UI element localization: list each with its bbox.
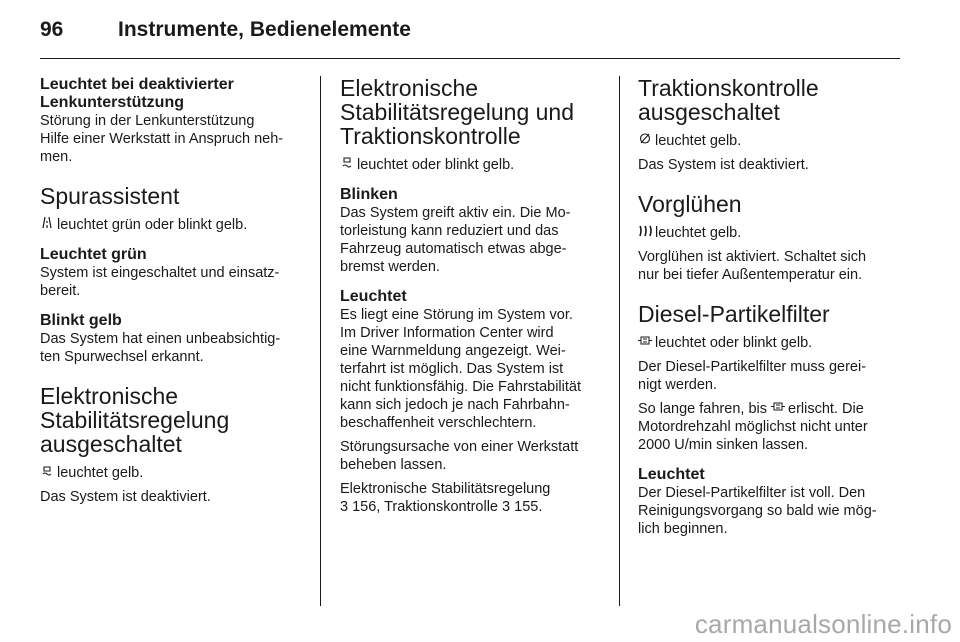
paragraph-glow-icon <box>638 224 900 242</box>
paragraph-workshop <box>340 438 602 474</box>
esc-off-icon <box>40 464 54 482</box>
text-line: ten Spurwechsel erkannt. <box>40 349 204 365</box>
subheading-blink-yellow: Blinkt gelb <box>40 312 122 329</box>
text-line: bremst werden. <box>340 259 440 275</box>
running-title: Instrumente, Bedienelemente <box>118 18 411 41</box>
section-esc-tc <box>340 76 602 148</box>
column-divider-2 <box>619 76 620 606</box>
text-line: Vorglühen ist aktiviert. Schaltet sich <box>638 249 867 265</box>
text-line: leuchtet oder blinkt gelb. <box>357 157 515 173</box>
text-fragment: So lange fahren, bis <box>638 401 767 417</box>
page-reference-link[interactable]: 156, Traktionskontrolle <box>352 499 498 515</box>
text-line: leuchtet gelb. <box>57 465 144 481</box>
text-line: kann sich jedoch je nach Fahrbahn- <box>340 397 570 413</box>
text-line: Fahrzeug automatisch etwas abge- <box>340 241 567 257</box>
text-line: nigt werden. <box>638 377 717 393</box>
paragraph-dpf-icon <box>638 334 900 352</box>
text-line: Motordrehzahl möglichst nicht unter <box>638 419 868 435</box>
text-fragment: erlischt. Die <box>788 401 864 417</box>
text-line: eine Warnmeldung angezeigt. Wei- <box>340 343 566 359</box>
column-1 <box>40 76 302 506</box>
text-line <box>638 400 900 418</box>
watermark: carmanualsonline.info <box>694 609 952 639</box>
text-line: 2000 U/min sinken lassen. <box>638 437 809 453</box>
text-line: Es liegt eine Störung im System vor. <box>340 307 573 323</box>
text-line: System ist eingeschaltet und einsatz- <box>40 265 280 281</box>
text-line: nicht funktionsfähig. Die Fahrstabilität <box>340 379 581 395</box>
text-line: Hilfe einer Werkstatt in Anspruch neh- <box>40 131 284 147</box>
text-line: men. <box>40 149 73 165</box>
page-reference-arrow-icon: 3 <box>340 499 349 515</box>
paragraph-green <box>40 264 302 300</box>
text-line: Traktionskontrolle <box>340 123 521 149</box>
esc-icon <box>340 156 354 174</box>
text-line: Im Driver Information Center wird <box>340 325 554 341</box>
section-vorgluehen: Vorglühen <box>638 191 742 217</box>
page-number: 96 <box>40 18 64 41</box>
text-line: lich beginnen. <box>638 521 728 537</box>
paragraph-steering <box>40 112 302 166</box>
paragraph-esc-off-2: Das System ist deaktiviert. <box>40 489 211 505</box>
paragraph-tc-off: Das System ist deaktiviert. <box>638 157 809 173</box>
column-2 <box>340 76 602 516</box>
text-line: beheben lassen. <box>340 457 447 473</box>
paragraph-dpf-leuchtet <box>638 484 900 538</box>
text-line: terfahrt ist möglich. Das System ist <box>340 361 564 377</box>
page-reference-arrow-icon: 3 <box>502 499 511 515</box>
text-line: Störungsursache von einer Werkstatt <box>340 439 579 455</box>
subheading-deactivated-steering <box>40 76 302 112</box>
header-rule <box>40 58 900 59</box>
text-line: leuchtet oder blinkt gelb. <box>655 335 813 351</box>
column-divider-1 <box>320 76 321 606</box>
text-line: beschaffenheit verschlechtern. <box>340 415 537 431</box>
text-line: nur bei tiefer Außentemperatur ein. <box>638 267 863 283</box>
subheading-dpf-leuchtet: Leuchtet <box>638 466 705 483</box>
text-line: Störung in der Lenkunterstützung <box>40 113 255 129</box>
paragraph-leuchtet <box>340 306 602 432</box>
text-line: Lenkunterstützung <box>40 94 184 111</box>
section-spurassistent: Spurassistent <box>40 183 180 209</box>
paragraph-lane-assist <box>40 216 302 234</box>
dpf-icon <box>638 334 652 352</box>
page-header <box>40 18 900 48</box>
paragraph-esc-off <box>40 464 302 482</box>
text-line: Das System greift aktiv ein. Die Mo- <box>340 205 571 221</box>
subheading-leuchtet: Leuchtet <box>340 288 407 305</box>
text-line: Der Diesel-Partikelfilter ist voll. Den <box>638 485 866 501</box>
subheading-green: Leuchtet grün <box>40 246 147 263</box>
text-line: Leuchtet bei deaktivierter <box>40 76 234 93</box>
text-line: Das System hat einen unbeabsichtig- <box>40 331 281 347</box>
text-line: Stabilitätsregelung und <box>340 99 574 125</box>
text-line: Elektronische <box>340 75 479 101</box>
page-reference-link[interactable]: 155. <box>514 499 543 515</box>
section-dpf: Diesel-Partikelfilter <box>638 301 830 327</box>
text-line <box>340 498 602 516</box>
glow-plug-icon <box>638 224 652 242</box>
text-line: Der Diesel-Partikelfilter muss gerei- <box>638 359 867 375</box>
text-line: ausgeschaltet <box>638 99 780 125</box>
paragraph-blink-yellow <box>40 330 302 366</box>
text-line: Stabilitätsregelung <box>40 407 230 433</box>
text-line: ausgeschaltet <box>40 431 182 457</box>
subheading-blinken: Blinken <box>340 186 398 203</box>
text-line: leuchtet gelb. <box>655 133 742 149</box>
text-line: Reinigungsvorgang so bald wie mög- <box>638 503 877 519</box>
column-3 <box>638 76 900 538</box>
paragraph-dpf-2 <box>638 400 900 454</box>
text-line: leuchtet gelb. <box>655 225 742 241</box>
paragraph-esc-icon <box>340 156 602 174</box>
text-line: torleistung kann reduziert und das <box>340 223 559 239</box>
text-line: Elektronische <box>40 383 179 409</box>
text-line: bereit. <box>40 283 81 299</box>
dpf-icon <box>771 400 785 418</box>
tc-off-icon <box>638 132 652 150</box>
section-tc-off <box>638 76 900 124</box>
paragraph-references <box>340 480 602 516</box>
text-line: Traktionskontrolle <box>638 75 819 101</box>
paragraph-tc-off-icon <box>638 132 900 150</box>
paragraph-vorgluehen <box>638 248 900 284</box>
section-esc-off <box>40 384 302 456</box>
lane-assist-icon <box>40 216 54 234</box>
paragraph-blinken <box>340 204 602 276</box>
paragraph-dpf-1 <box>638 358 900 394</box>
text-line: leuchtet grün oder blinkt gelb. <box>57 217 248 233</box>
text-line: Elektronische Stabilitätsregelung <box>340 481 551 497</box>
